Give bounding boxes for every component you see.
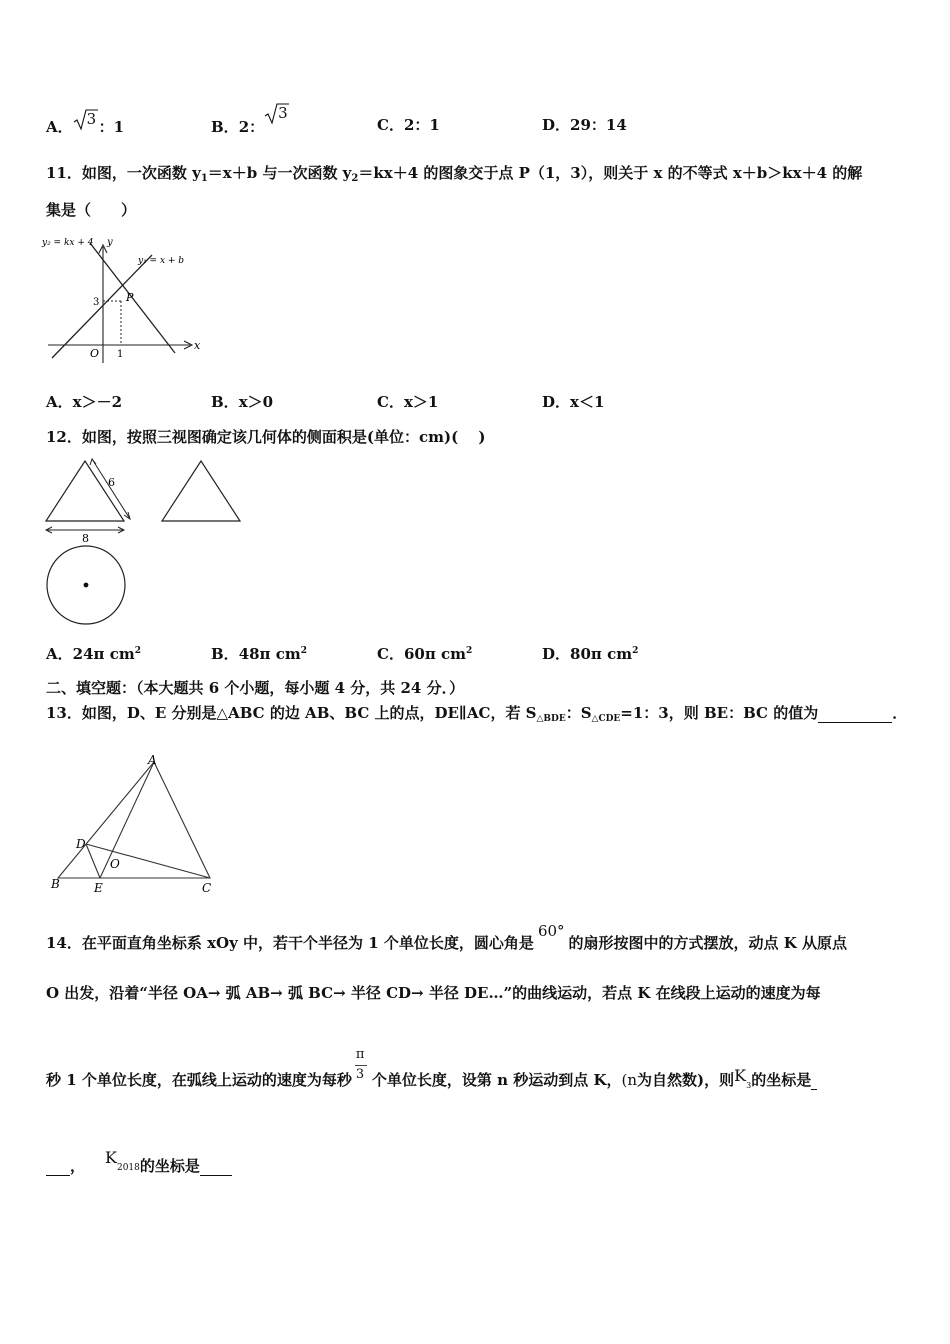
section-heading: 二、填空题：（本大题共 6 个小题，每小题 4 分，共 24 分．） <box>46 679 465 697</box>
q11-option-a: A．x＞－2 <box>46 393 123 411</box>
top-view-center <box>84 583 89 588</box>
label-1: 1 <box>117 349 124 360</box>
q11-option-b: B．x＞0 <box>211 393 274 411</box>
q12-option-d: D．80π $cm^2$ <box>542 645 639 663</box>
q13-stem: 13．如图，D、E 分别是△ABC 的边 AB、BC 上的点，DE∥AC，若 $S_{\triangle BDE}$：$S_{\triangle CDE}=1$：3，则 BE：BC 的值为 ． <box>46 704 908 724</box>
dim-line-6 <box>92 459 130 519</box>
q12-option-a: A．24π $cm^2$ <box>46 645 141 663</box>
q10-option-d: D．29：14 <box>542 116 627 134</box>
segment-dc <box>86 844 210 878</box>
label-p: P <box>126 291 134 304</box>
label-e: E <box>94 881 103 895</box>
q11-option-c: C．x＞1 <box>377 393 439 411</box>
sqrt-symbol: 3 <box>73 114 99 134</box>
label-c: C <box>202 881 212 895</box>
q14-line4: ， $K_{2018}$的坐标是 <box>46 1155 232 1177</box>
side-view-triangle <box>162 461 240 521</box>
answer-blank-k3-part2[interactable] <box>46 1157 70 1176</box>
label-o: O <box>110 857 120 871</box>
segment-de <box>86 844 100 878</box>
answer-blank-k2018[interactable] <box>200 1157 232 1176</box>
q12-three-views <box>40 455 260 645</box>
q14-line1: 14．在平面直角坐标系 xOy 中，若干个半径为 1 个单位长度，圆心角是60°的扇形按图中的方式摆放，动点 K 从原点 <box>46 922 848 952</box>
dim-arrow-6b <box>124 512 130 519</box>
label-b: B <box>51 877 60 891</box>
fraction-pi-over-3: $\frac{\pi}{3}$ <box>354 1071 370 1087</box>
line-y1 <box>52 255 152 358</box>
q14-line3: 秒 1 个单位长度，在弧线上运动的速度为每秒 $\frac{\pi}{3}$ 个单位长度，设第 n 秒运动到点 K，(n为自然数)，则$K_3$的坐标是 <box>46 1069 817 1090</box>
dim-label-8: 8 <box>82 532 89 545</box>
triangle-abc <box>58 762 210 878</box>
sqrt-symbol: 3 <box>264 114 290 134</box>
q12-stem: 12．如图，按照三视图确定该几何体的侧面积是(单位：cm)( ) <box>46 428 486 446</box>
label-a: A <box>148 753 157 767</box>
dim-label-6: 6 <box>108 476 115 489</box>
q11-graph <box>40 233 210 368</box>
q10-option-c: C．2：1 <box>377 116 440 134</box>
q10-option-a: A． 3 ：1 <box>46 110 125 136</box>
q14-line2: O 出发，沿着“半径 OA→ 弧 AB→ 弧 BC→ 半径 CD→ 半径 DE…”的曲线运动，若点 K 在线段上运动的速度为每 <box>46 984 821 1002</box>
q11-stem-line2: 集是（ ） <box>46 201 137 219</box>
answer-blank[interactable] <box>818 704 892 723</box>
label-y2: y₂ = kx + 4 <box>42 238 94 248</box>
q12-option-c: C．60π $cm^2$ <box>377 645 473 663</box>
answer-blank-k3-part1[interactable] <box>811 1071 817 1090</box>
q10-option-b: B．2： 3 <box>211 114 290 137</box>
label-y1: y₁ = x + b <box>138 256 185 266</box>
q13-triangle-figure <box>48 752 218 902</box>
label-d: D <box>76 837 86 851</box>
label-o: O <box>90 347 100 360</box>
q11-stem-line1: 11．如图，一次函数 $y_1=x+b$ 与一次函数 $y_2=kx+4$ 的图象交于点 P（1，3），则关于 x 的不等式 x＋b＞kx＋4 的解 <box>46 164 863 184</box>
q12-option-b: B．48π $cm^2$ <box>211 645 308 663</box>
label-y: y <box>107 237 113 248</box>
q11-option-d: D．x＜1 <box>542 393 605 411</box>
label-3: 3 <box>93 297 100 308</box>
label-x: x <box>194 339 201 352</box>
